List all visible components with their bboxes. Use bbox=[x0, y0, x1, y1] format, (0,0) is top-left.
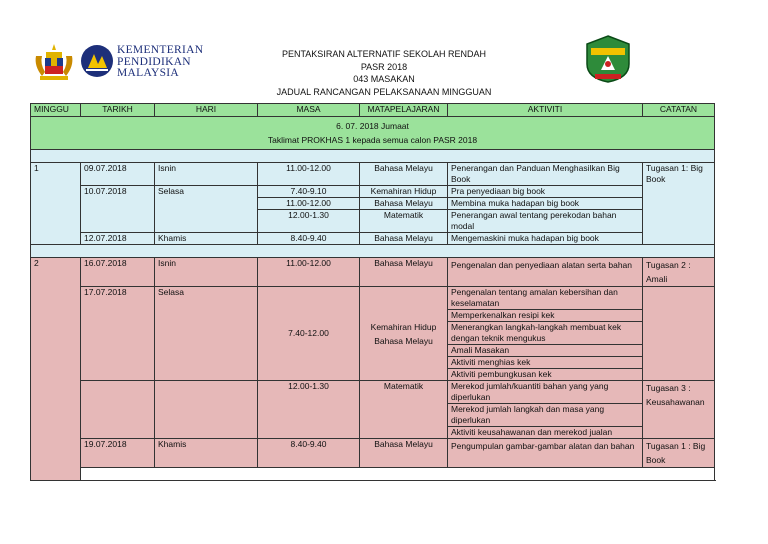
note-cell: Tugasan 2 : Amali bbox=[643, 258, 715, 287]
ministry-wordmark: KEMENTERIAN PENDIDIKAN MALAYSIA bbox=[117, 44, 204, 79]
col-masa: MASA bbox=[258, 104, 360, 117]
date-cell: 17.07.2018 bbox=[81, 287, 155, 381]
schedule-table bbox=[30, 103, 715, 481]
activity-cell: Menerangkan langkah-langkah membuat kek dengan teknik mengukus bbox=[448, 322, 643, 345]
week-number: 1 bbox=[31, 163, 81, 245]
time-cell: 12.00-1.30 bbox=[258, 210, 360, 233]
date-cell: 12.07.2018 bbox=[81, 233, 155, 245]
table-row bbox=[31, 233, 715, 245]
activity-cell: Membina muka hadapan big book bbox=[448, 198, 643, 210]
day-cell: Isnin bbox=[155, 258, 258, 287]
table-row bbox=[31, 439, 715, 468]
date-cell: 19.07.2018 bbox=[81, 439, 155, 468]
col-hari: HARI bbox=[155, 104, 258, 117]
time-cell: 7.40-9.10 bbox=[258, 186, 360, 198]
subject-cell: Kemahiran Hidup Bahasa Melayu bbox=[360, 287, 448, 381]
time-cell: 11.00-12.00 bbox=[258, 163, 360, 186]
spacer-cell bbox=[81, 468, 715, 481]
briefing-text: Taklimat PROKHAS 1 kepada semua calon PASR 2018 bbox=[267, 135, 478, 145]
time-cell: 11.00-12.00 bbox=[258, 258, 360, 287]
day-cell: Selasa bbox=[155, 287, 258, 381]
time-cell: 8.40-9.40 bbox=[258, 439, 360, 468]
activity-cell: Memperkenalkan resipi kek bbox=[448, 310, 643, 322]
col-catatan: CATATAN bbox=[643, 104, 715, 117]
title-line: PASR 2018 bbox=[360, 61, 408, 72]
date-cell: 16.07.2018 bbox=[81, 258, 155, 287]
date-cell: 09.07.2018 bbox=[81, 163, 155, 186]
spacer-cell bbox=[31, 150, 715, 163]
note-cell: Tugasan 1: Big Book bbox=[643, 163, 715, 245]
activity-cell: Penerangan dan Panduan Menghasilkan Big Book bbox=[448, 163, 643, 186]
spacer-cell bbox=[31, 245, 715, 258]
table-row bbox=[31, 163, 715, 186]
activity-cell: Pengenalan dan penyediaan alatan serta bahan bbox=[448, 258, 643, 287]
briefing-cell bbox=[31, 117, 715, 150]
activity-cell: Penerangan awal tentang perekodan bahan modal bbox=[448, 210, 643, 233]
note-cell bbox=[643, 287, 715, 381]
date-cell: 10.07.2018 bbox=[81, 186, 155, 233]
table-row bbox=[31, 381, 715, 404]
spacer-row bbox=[31, 150, 715, 163]
subject-cell: Bahasa Melayu bbox=[360, 258, 448, 287]
activity-cell: Amali Masakan bbox=[448, 345, 643, 357]
time-cell: 7.40-12.00 bbox=[258, 287, 360, 381]
subject-cell: Bahasa Melayu bbox=[360, 439, 448, 468]
subject-cell: Kemahiran Hidup bbox=[360, 186, 448, 198]
week-number: 2 bbox=[31, 258, 81, 481]
time-cell: 11.00-12.00 bbox=[258, 198, 360, 210]
day-cell: Khamis bbox=[155, 439, 258, 468]
briefing-row bbox=[31, 117, 715, 150]
document-title bbox=[0, 48, 768, 98]
day-cell: Selasa bbox=[155, 186, 258, 233]
briefing-date: 6. 07. 2018 Jumaat bbox=[336, 121, 409, 131]
table-row bbox=[31, 258, 715, 287]
note-cell: Tugasan 1 : Big Book bbox=[643, 439, 715, 468]
activity-cell: Pra penyediaan big book bbox=[448, 186, 643, 198]
day-cell: Khamis bbox=[155, 233, 258, 245]
subject-cell: Matematik bbox=[360, 210, 448, 233]
col-tarikh: TARIKH bbox=[81, 104, 155, 117]
col-matapelajaran: MATAPELAJARAN bbox=[360, 104, 448, 117]
subject-cell: Matematik bbox=[360, 381, 448, 439]
spacer-row bbox=[31, 468, 715, 481]
time-cell: 8.40-9.40 bbox=[258, 233, 360, 245]
date-cell bbox=[81, 381, 155, 439]
activity-cell: Pengenalan tentang amalan kebersihan dan keselamatan bbox=[448, 287, 643, 310]
activity-cell: Aktiviti menghias kek bbox=[448, 357, 643, 369]
activity-cell: Merekod jumlah langkah dan masa yang diperlukan bbox=[448, 404, 643, 427]
col-aktiviti: AKTIVITI bbox=[448, 104, 643, 117]
activity-cell: Pengumpulan gambar-gambar alatan dan bahan bbox=[448, 439, 643, 468]
day-cell: Isnin bbox=[155, 163, 258, 186]
activity-cell: Aktiviti keusahawanan dan merekod jualan bbox=[448, 427, 643, 439]
title-line: 043 MASAKAN bbox=[353, 74, 415, 84]
spacer-row bbox=[31, 245, 715, 258]
subject-cell: Bahasa Melayu bbox=[360, 198, 448, 210]
day-cell bbox=[155, 381, 258, 439]
activity-cell: Aktiviti pembungkusan kek bbox=[448, 369, 643, 381]
activity-cell: Merekod jumlah/kuantiti bahan yang yang diperlukan bbox=[448, 381, 643, 404]
title-line: PENTAKSIRAN ALTERNATIF SEKOLAH RENDAH bbox=[281, 49, 487, 59]
time-cell: 12.00-1.30 bbox=[258, 381, 360, 439]
subject-cell: Bahasa Melayu bbox=[360, 233, 448, 245]
title-line: JADUAL RANCANGAN PELAKSANAAN MINGGUAN bbox=[276, 86, 492, 97]
header-row bbox=[31, 104, 715, 117]
table-row bbox=[31, 287, 715, 310]
subject-cell: Bahasa Melayu bbox=[360, 163, 448, 186]
activity-cell: Mengemaskini muka hadapan big book bbox=[448, 233, 643, 245]
table-row bbox=[31, 186, 715, 198]
col-minggu: MINGGU bbox=[31, 104, 81, 117]
note-cell: Tugasan 3 : Keusahawanan bbox=[643, 381, 715, 439]
